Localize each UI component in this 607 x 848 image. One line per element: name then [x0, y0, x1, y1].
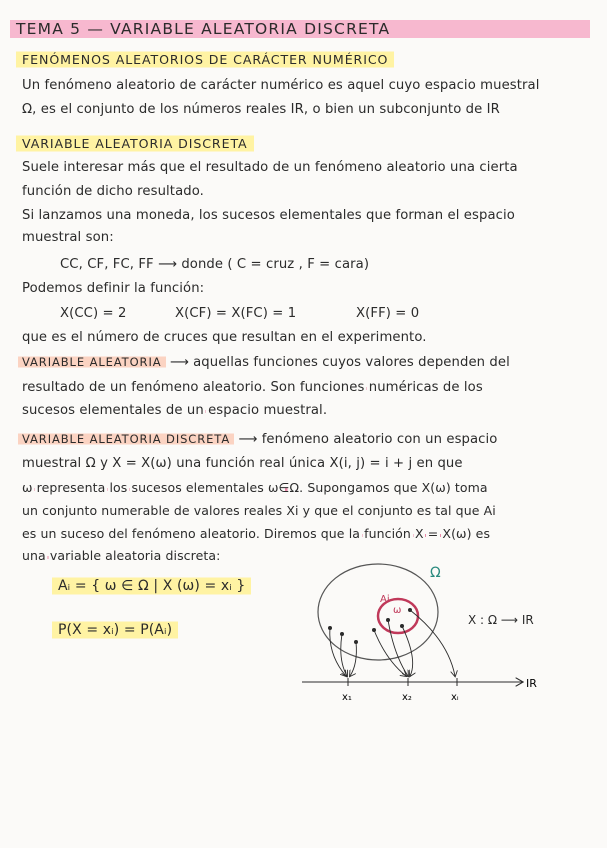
mapping-arrow [374, 630, 406, 676]
ai-label: Ai [380, 594, 390, 605]
function-value: X(CF) = X(FC) = 1 [175, 306, 297, 321]
mapping-arrow [341, 634, 347, 676]
section-heading-vad: VARIABLE ALEATORIA DISCRETA [16, 136, 254, 151]
va-label: VARIABLE ALEATORIA [18, 354, 166, 370]
x2-label: x₂ [402, 692, 412, 703]
random-variable-diagram [290, 560, 580, 710]
formula-probability: P(X = xᵢ) = P(Aᵢ) [52, 622, 178, 638]
page-title: TEMA 5 — VARIABLE ALEATORIA DISCRETA [10, 20, 590, 38]
x1-label: x₁ [342, 692, 352, 703]
vad-definition-line: VARIABLE ALEATORIA DISCRETA ⟶ fenómeno aleatorio con un espacio [18, 432, 497, 447]
text-line: ω representa los sucesos elementales ω∈Ω. Supongamos que X(ω) toma [22, 480, 488, 495]
text-line: una variable aleatoria discreta: [22, 548, 221, 563]
mapping-arrow [388, 620, 408, 676]
w-label: ω [393, 605, 402, 616]
text-line: función de dicho resultado. [22, 184, 204, 199]
function-value: X(CC) = 2 [60, 306, 127, 321]
text-line: Podemos definir la función: [22, 281, 205, 296]
text-line: muestral son: [22, 230, 114, 245]
formula-ai: Aᵢ = { ω ∈ Ω | X (ω) = xᵢ } [52, 578, 251, 594]
text-line: que es el número de cruces que resultan en el experimento. [22, 330, 427, 345]
text-line: resultado de un fenómeno aleatorio. Son funciones numéricas de los [22, 380, 483, 395]
text-line: Suele interesar más que el resultado de un fenómeno aleatorio una cierta [22, 160, 518, 175]
text-line: CC, CF, FC, FF ⟶ donde ( C = cruz , F = cara) [60, 257, 370, 272]
omega-label: Ω [430, 565, 441, 581]
text-line: muestral Ω y X = X(ω) una función real única X(i, j) = i + j en que [22, 456, 463, 471]
text-line: un conjunto numerable de valores reales Xi y que el conjunto es tal que Ai [22, 503, 496, 518]
mapping-arrow [350, 642, 356, 676]
map-label: X : Ω ⟶ IR [468, 613, 534, 627]
function-value: X(FF) = 0 [356, 306, 420, 321]
va-definition-line: VARIABLE ALEATORIA ⟶ aquellas funciones cuyos valores dependen del [18, 355, 510, 370]
text-line: sucesos elementales de un espacio muestral. [22, 403, 328, 418]
text-line: Ω, es el conjunto de los números reales IR, o bien un subconjunto de IR [22, 102, 500, 117]
text-line: Un fenómeno aleatorio de carácter numérico es aquel cuyo espacio muestral [22, 78, 540, 93]
text-line: es un suceso del fenómeno aleatorio. Diremos que la función X = X(ω) es [22, 526, 491, 541]
text-line: Si lanzamos una moneda, los sucesos elementales que forman el espacio [22, 208, 515, 223]
xi-label: xᵢ [451, 692, 459, 703]
vad-label: VARIABLE ALEATORIA DISCRETA [18, 431, 234, 447]
r-label: IR [526, 677, 537, 690]
section-heading-fenomenos: FENÓMENOS ALEATORIOS DE CARÁCTER NUMÉRICO [16, 52, 394, 67]
